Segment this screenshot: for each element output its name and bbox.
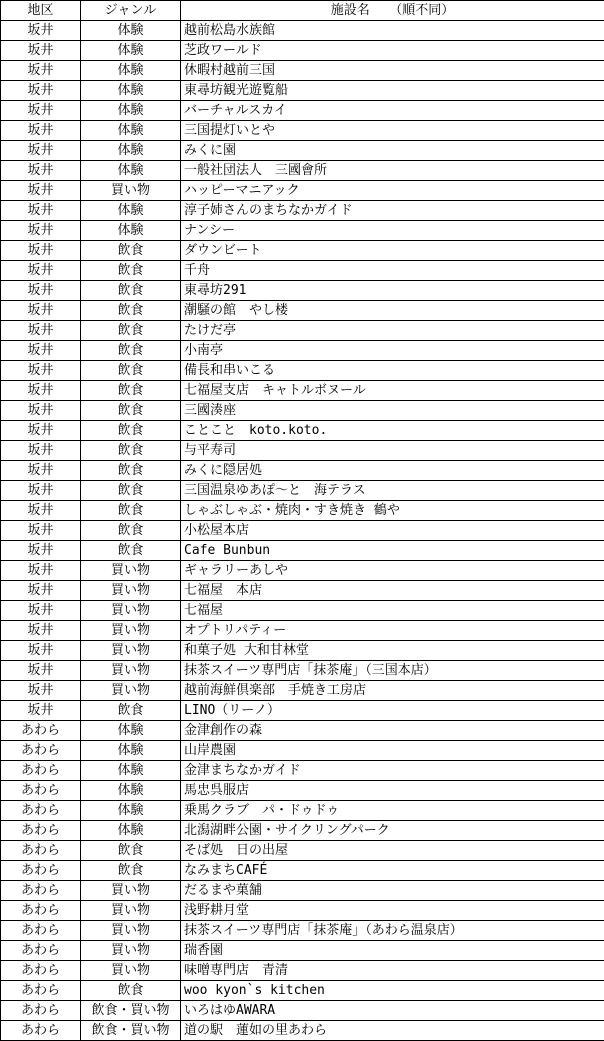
- name-cell: 一般社団法人 三國會所: [181, 161, 604, 181]
- name-cell: ことこと koto.koto.: [181, 421, 604, 441]
- name-cell: 小松屋本店: [181, 521, 604, 541]
- genre-cell: 体験: [81, 801, 181, 821]
- header-genre: ジャンル: [81, 1, 181, 21]
- name-cell: そば処 日の出屋: [181, 841, 604, 861]
- genre-cell: 飲食: [81, 861, 181, 881]
- genre-cell: 買い物: [81, 901, 181, 921]
- name-cell: みくに園: [181, 141, 604, 161]
- area-cell: 坂井: [1, 281, 81, 301]
- genre-cell: 買い物: [81, 181, 181, 201]
- table-row: [1, 941, 604, 961]
- genre-cell: 飲食・買い物: [81, 1021, 181, 1041]
- name-cell: ハッピーマニアック: [181, 181, 604, 201]
- area-cell: 坂井: [1, 561, 81, 581]
- genre-cell: 飲食: [81, 981, 181, 1001]
- name-cell: 道の駅 蓮如の里あわら: [181, 1021, 604, 1041]
- table-row: [1, 421, 604, 441]
- genre-cell: 飲食: [81, 481, 181, 501]
- area-cell: 坂井: [1, 421, 81, 441]
- name-cell: しゃぶしゃぶ・焼肉・すき焼き 鶴や: [181, 501, 604, 521]
- area-cell: あわら: [1, 821, 81, 841]
- genre-cell: 買い物: [81, 601, 181, 621]
- area-cell: 坂井: [1, 601, 81, 621]
- table-row: [1, 341, 604, 361]
- genre-cell: 買い物: [81, 961, 181, 981]
- name-cell: だるまや菓舗: [181, 881, 604, 901]
- genre-cell: 体験: [81, 761, 181, 781]
- name-cell: たけだ亭: [181, 321, 604, 341]
- area-cell: 坂井: [1, 121, 81, 141]
- area-cell: 坂井: [1, 141, 81, 161]
- genre-cell: 買い物: [81, 941, 181, 961]
- table-row: [1, 581, 604, 601]
- name-cell: 七福屋 本店: [181, 581, 604, 601]
- table-row: [1, 301, 604, 321]
- genre-cell: 体験: [81, 741, 181, 761]
- genre-cell: 買い物: [81, 561, 181, 581]
- area-cell: 坂井: [1, 681, 81, 701]
- name-cell: 東尋坊観光遊覧船: [181, 81, 604, 101]
- name-cell: 金津まちなかガイド: [181, 761, 604, 781]
- name-cell: なみまちCAFÉ: [181, 861, 604, 881]
- name-cell: 抹茶スイーツ専門店「抹茶庵」（あわら温泉店）: [181, 921, 604, 941]
- genre-cell: 飲食: [81, 341, 181, 361]
- table-row: [1, 881, 604, 901]
- genre-cell: 体験: [81, 781, 181, 801]
- table-row: [1, 121, 604, 141]
- name-cell: woo kyon`s kitchen: [181, 981, 604, 1001]
- area-cell: 坂井: [1, 481, 81, 501]
- name-cell: 小南亭: [181, 341, 604, 361]
- genre-cell: 体験: [81, 201, 181, 221]
- name-cell: 淳子姉さんのまちなかガイド: [181, 201, 604, 221]
- table-row: [1, 821, 604, 841]
- table-row: [1, 41, 604, 61]
- table-row: [1, 601, 604, 621]
- genre-cell: 体験: [81, 21, 181, 41]
- name-cell: 乗馬クラブ パ・ドゥドゥ: [181, 801, 604, 821]
- area-cell: 坂井: [1, 41, 81, 61]
- area-cell: 坂井: [1, 101, 81, 121]
- genre-cell: 飲食: [81, 381, 181, 401]
- area-cell: 坂井: [1, 241, 81, 261]
- genre-cell: 体験: [81, 821, 181, 841]
- name-cell: 浅野耕月堂: [181, 901, 604, 921]
- genre-cell: 飲食: [81, 541, 181, 561]
- area-cell: あわら: [1, 921, 81, 941]
- area-cell: 坂井: [1, 381, 81, 401]
- table-row: [1, 761, 604, 781]
- table-row: [1, 201, 604, 221]
- table-row: [1, 861, 604, 881]
- genre-cell: 飲食: [81, 361, 181, 381]
- genre-cell: 買い物: [81, 881, 181, 901]
- table-row: [1, 481, 604, 501]
- table-row: [1, 921, 604, 941]
- name-cell: みくに隠居処: [181, 461, 604, 481]
- name-cell: 七福屋: [181, 601, 604, 621]
- name-cell: 備長和串いこる: [181, 361, 604, 381]
- genre-cell: 体験: [81, 101, 181, 121]
- area-cell: あわら: [1, 1001, 81, 1021]
- genre-cell: 体験: [81, 61, 181, 81]
- area-cell: あわら: [1, 901, 81, 921]
- area-cell: あわら: [1, 721, 81, 741]
- genre-cell: 飲食: [81, 521, 181, 541]
- table-row: [1, 621, 604, 641]
- table-row: [1, 101, 604, 121]
- area-cell: あわら: [1, 861, 81, 881]
- table-row: [1, 61, 604, 81]
- table-row: [1, 321, 604, 341]
- table-row: [1, 961, 604, 981]
- area-cell: あわら: [1, 801, 81, 821]
- genre-cell: 買い物: [81, 661, 181, 681]
- genre-cell: 飲食・買い物: [81, 1001, 181, 1021]
- genre-cell: 飲食: [81, 421, 181, 441]
- genre-cell: 飲食: [81, 701, 181, 721]
- area-cell: 坂井: [1, 21, 81, 41]
- area-cell: 坂井: [1, 621, 81, 641]
- genre-cell: 買い物: [81, 641, 181, 661]
- table-row: [1, 561, 604, 581]
- genre-cell: 買い物: [81, 921, 181, 941]
- genre-cell: 体験: [81, 41, 181, 61]
- table-row: [1, 461, 604, 481]
- area-cell: あわら: [1, 1021, 81, 1041]
- area-cell: 坂井: [1, 581, 81, 601]
- genre-cell: 飲食: [81, 261, 181, 281]
- table-row: [1, 501, 604, 521]
- table-row: [1, 521, 604, 541]
- genre-cell: 飲食: [81, 321, 181, 341]
- area-cell: 坂井: [1, 161, 81, 181]
- header-area: 地区: [1, 1, 81, 21]
- name-cell: 山岸農園: [181, 741, 604, 761]
- genre-cell: 体験: [81, 161, 181, 181]
- table-row: [1, 681, 604, 701]
- header-row: [1, 1, 604, 21]
- area-cell: 坂井: [1, 321, 81, 341]
- area-cell: 坂井: [1, 61, 81, 81]
- name-cell: バーチャルスカイ: [181, 101, 604, 121]
- table-row: [1, 81, 604, 101]
- name-cell: ダウンビート: [181, 241, 604, 261]
- name-cell: 馬忠呉服店: [181, 781, 604, 801]
- genre-cell: 飲食: [81, 301, 181, 321]
- table-row: [1, 781, 604, 801]
- genre-cell: 体験: [81, 141, 181, 161]
- table-row: [1, 641, 604, 661]
- genre-cell: 買い物: [81, 621, 181, 641]
- genre-cell: 飲食: [81, 281, 181, 301]
- table-row: [1, 741, 604, 761]
- genre-cell: 体験: [81, 721, 181, 741]
- name-cell: ナンシー: [181, 221, 604, 241]
- area-cell: 坂井: [1, 81, 81, 101]
- area-cell: 坂井: [1, 181, 81, 201]
- genre-cell: 飲食: [81, 501, 181, 521]
- genre-cell: 飲食: [81, 841, 181, 861]
- name-cell: 芝政ワールド: [181, 41, 604, 61]
- area-cell: あわら: [1, 961, 81, 981]
- area-cell: 坂井: [1, 521, 81, 541]
- genre-cell: 買い物: [81, 681, 181, 701]
- name-cell: 越前海鮮倶楽部 手焼き工房店: [181, 681, 604, 701]
- table-row: [1, 161, 604, 181]
- area-cell: あわら: [1, 781, 81, 801]
- table-row: [1, 221, 604, 241]
- name-cell: オプトリパティー: [181, 621, 604, 641]
- table-row: [1, 901, 604, 921]
- area-cell: あわら: [1, 741, 81, 761]
- genre-cell: 買い物: [81, 581, 181, 601]
- genre-cell: 体験: [81, 221, 181, 241]
- name-cell: 東尋坊291: [181, 281, 604, 301]
- name-cell: Cafe Bunbun: [181, 541, 604, 561]
- area-cell: あわら: [1, 941, 81, 961]
- table-row: [1, 801, 604, 821]
- table-row: [1, 21, 604, 41]
- area-cell: あわら: [1, 881, 81, 901]
- name-cell: 潮騒の館 やし楼: [181, 301, 604, 321]
- name-cell: 休暇村越前三国: [181, 61, 604, 81]
- name-cell: 味噌専門店 青清: [181, 961, 604, 981]
- name-cell: 瑞香園: [181, 941, 604, 961]
- table-row: [1, 1021, 604, 1041]
- name-cell: いろはゆAWARA: [181, 1001, 604, 1021]
- name-cell: 和菓子処 大和甘林堂: [181, 641, 604, 661]
- table-row: [1, 281, 604, 301]
- table-row: [1, 441, 604, 461]
- area-cell: 坂井: [1, 341, 81, 361]
- table-row: [1, 261, 604, 281]
- table-row: [1, 1001, 604, 1021]
- area-cell: 坂井: [1, 501, 81, 521]
- genre-cell: 体験: [81, 81, 181, 101]
- area-cell: 坂井: [1, 701, 81, 721]
- area-cell: 坂井: [1, 261, 81, 281]
- table-row: [1, 361, 604, 381]
- genre-cell: 飲食: [81, 441, 181, 461]
- area-cell: 坂井: [1, 221, 81, 241]
- area-cell: 坂井: [1, 661, 81, 681]
- name-cell: 越前松島水族館: [181, 21, 604, 41]
- name-cell: 金津創作の森: [181, 721, 604, 741]
- table-row: [1, 701, 604, 721]
- header-name: 施設名 （順不同）: [181, 1, 604, 21]
- table-row: [1, 141, 604, 161]
- name-cell: 三国提灯いとや: [181, 121, 604, 141]
- area-cell: あわら: [1, 981, 81, 1001]
- table-row: [1, 661, 604, 681]
- table-row: [1, 241, 604, 261]
- name-cell: 三國湊座: [181, 401, 604, 421]
- name-cell: 七福屋支店 キャトルボヌール: [181, 381, 604, 401]
- table-row: [1, 541, 604, 561]
- name-cell: LINO（リーノ）: [181, 701, 604, 721]
- area-cell: 坂井: [1, 541, 81, 561]
- name-cell: ギャラリーあしや: [181, 561, 604, 581]
- name-cell: 抹茶スイーツ専門店「抹茶庵」（三国本店）: [181, 661, 604, 681]
- name-cell: 与平寿司: [181, 441, 604, 461]
- table-row: [1, 381, 604, 401]
- area-cell: あわら: [1, 761, 81, 781]
- table-row: [1, 981, 604, 1001]
- genre-cell: 体験: [81, 121, 181, 141]
- area-cell: 坂井: [1, 441, 81, 461]
- genre-cell: 飲食: [81, 461, 181, 481]
- area-cell: 坂井: [1, 461, 81, 481]
- area-cell: 坂井: [1, 301, 81, 321]
- genre-cell: 飲食: [81, 401, 181, 421]
- table-row: [1, 401, 604, 421]
- area-cell: 坂井: [1, 361, 81, 381]
- table-row: [1, 841, 604, 861]
- table-body: [1, 21, 604, 1041]
- name-cell: 北潟湖畔公園・サイクリングパーク: [181, 821, 604, 841]
- area-cell: 坂井: [1, 401, 81, 421]
- name-cell: 三国温泉ゆあぽ～と 海テラス: [181, 481, 604, 501]
- name-cell: 千舟: [181, 261, 604, 281]
- area-cell: 坂井: [1, 641, 81, 661]
- table-row: [1, 721, 604, 741]
- genre-cell: 飲食: [81, 241, 181, 261]
- area-cell: あわら: [1, 841, 81, 861]
- area-cell: 坂井: [1, 201, 81, 221]
- table-row: [1, 181, 604, 201]
